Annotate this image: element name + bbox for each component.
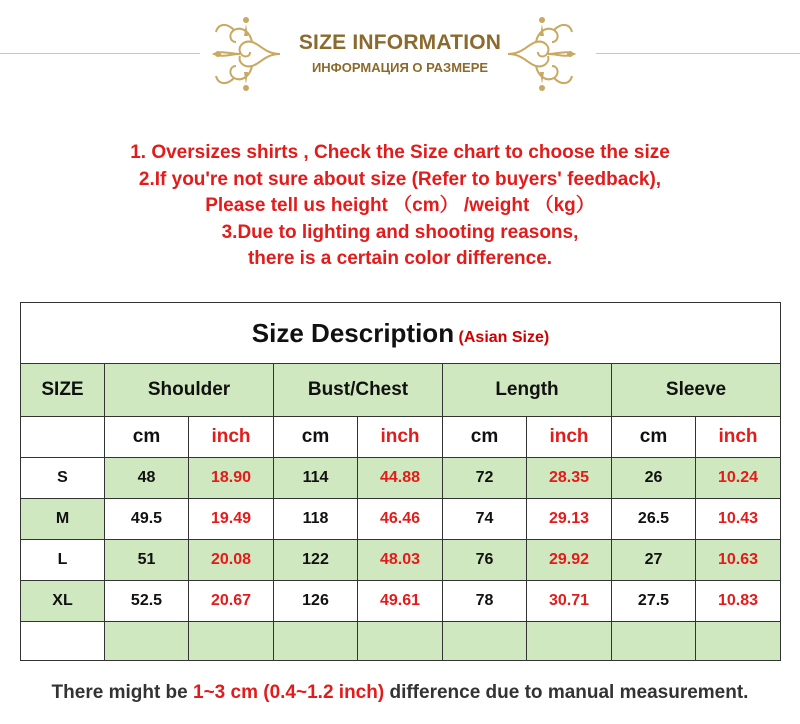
size-header: SIZE [21,364,105,417]
value-inch: 46.46 [358,499,443,540]
shoulder-header: Shoulder [105,364,274,417]
unit-inch: inch [527,417,612,458]
value-inch: 44.88 [358,458,443,499]
table-row-empty [21,622,781,661]
note-line: Please tell us height （cm） /weight （kg） [205,195,595,216]
size-label: M [21,499,105,540]
sleeve-header: Sleeve [612,364,781,417]
unit-cm: cm [612,417,696,458]
value-cm: 78 [443,581,527,622]
value-cm: 126 [274,581,358,622]
value-cm: 27.5 [612,581,696,622]
disclaimer-range: 1~3 cm (0.4~1.2 inch) [193,682,385,703]
value-inch: 29.13 [527,499,612,540]
length-header: Length [443,364,612,417]
value-cm: 74 [443,499,527,540]
size-label: L [21,540,105,581]
value-inch: 48.03 [358,540,443,581]
size-label: XL [21,581,105,622]
value-cm: 26 [612,458,696,499]
value-cm: 76 [443,540,527,581]
empty-cell [105,622,189,661]
value-cm: 51 [105,540,189,581]
banner-subtitle: ИНФОРМАЦИЯ О РАЗМЕРЕ [311,60,489,75]
value-inch: 10.24 [696,458,781,499]
table-row [21,540,781,581]
value-inch: 20.67 [189,581,274,622]
empty-cell [189,622,274,661]
note-line: 2.If you're not sure about size (Refer to buyers' feedback), [138,168,662,190]
value-cm: 49.5 [105,499,189,540]
size-table [20,302,781,661]
value-inch: 29.92 [527,540,612,581]
value-cm: 114 [274,458,358,499]
unit-blank-cell [21,417,105,458]
bust-chest-header: Bust/Chest [274,364,443,417]
value-inch: 10.83 [696,581,781,622]
empty-cell [443,622,527,661]
disclaimer-text-before: There might be [51,682,194,703]
unit-inch: inch [696,417,781,458]
ornament-right-icon [506,14,578,92]
unit-inch: inch [358,417,443,458]
empty-cell [527,622,612,661]
unit-inch: inch [189,417,274,458]
disclaimer-text-after: difference due to manual measurement. [384,682,749,703]
value-inch: 10.43 [696,499,781,540]
unit-cm: cm [274,417,358,458]
empty-cell [358,622,443,661]
value-cm: 122 [274,540,358,581]
table-row [21,458,781,499]
size-label: S [21,458,105,499]
value-inch: 20.08 [189,540,274,581]
value-inch: 10.63 [696,540,781,581]
table-title-note: (Asian Size) [458,328,550,346]
value-cm: 72 [443,458,527,499]
empty-cell [21,622,105,661]
value-cm: 26.5 [612,499,696,540]
table-title: Size Description [251,317,455,348]
banner-divider-left [0,53,200,54]
table-title-cell [21,303,781,364]
table-row [21,499,781,540]
value-inch: 49.61 [358,581,443,622]
ornament-left-icon [210,14,282,92]
value-inch: 28.35 [527,458,612,499]
unit-cm: cm [443,417,527,458]
measurement-disclaimer [0,682,800,704]
empty-cell [696,622,781,661]
value-cm: 27 [612,540,696,581]
size-notes [0,140,800,273]
value-inch: 30.71 [527,581,612,622]
empty-cell [612,622,696,661]
note-line: 3.Due to lighting and shooting reasons, [221,221,579,243]
value-cm: 48 [105,458,189,499]
empty-cell [274,622,358,661]
table-row [21,581,781,622]
banner-divider-right [596,53,800,54]
note-line: 1. Oversizes shirts , Check the Size chart to choose the size [130,142,670,163]
value-cm: 52.5 [105,581,189,622]
size-info-banner [0,0,800,100]
note-line: there is a certain color difference. [247,248,553,269]
value-cm: 118 [274,499,358,540]
unit-cm: cm [105,417,189,458]
value-inch: 18.90 [189,458,274,499]
banner-title: SIZE INFORMATION [298,31,502,54]
value-inch: 19.49 [189,499,274,540]
